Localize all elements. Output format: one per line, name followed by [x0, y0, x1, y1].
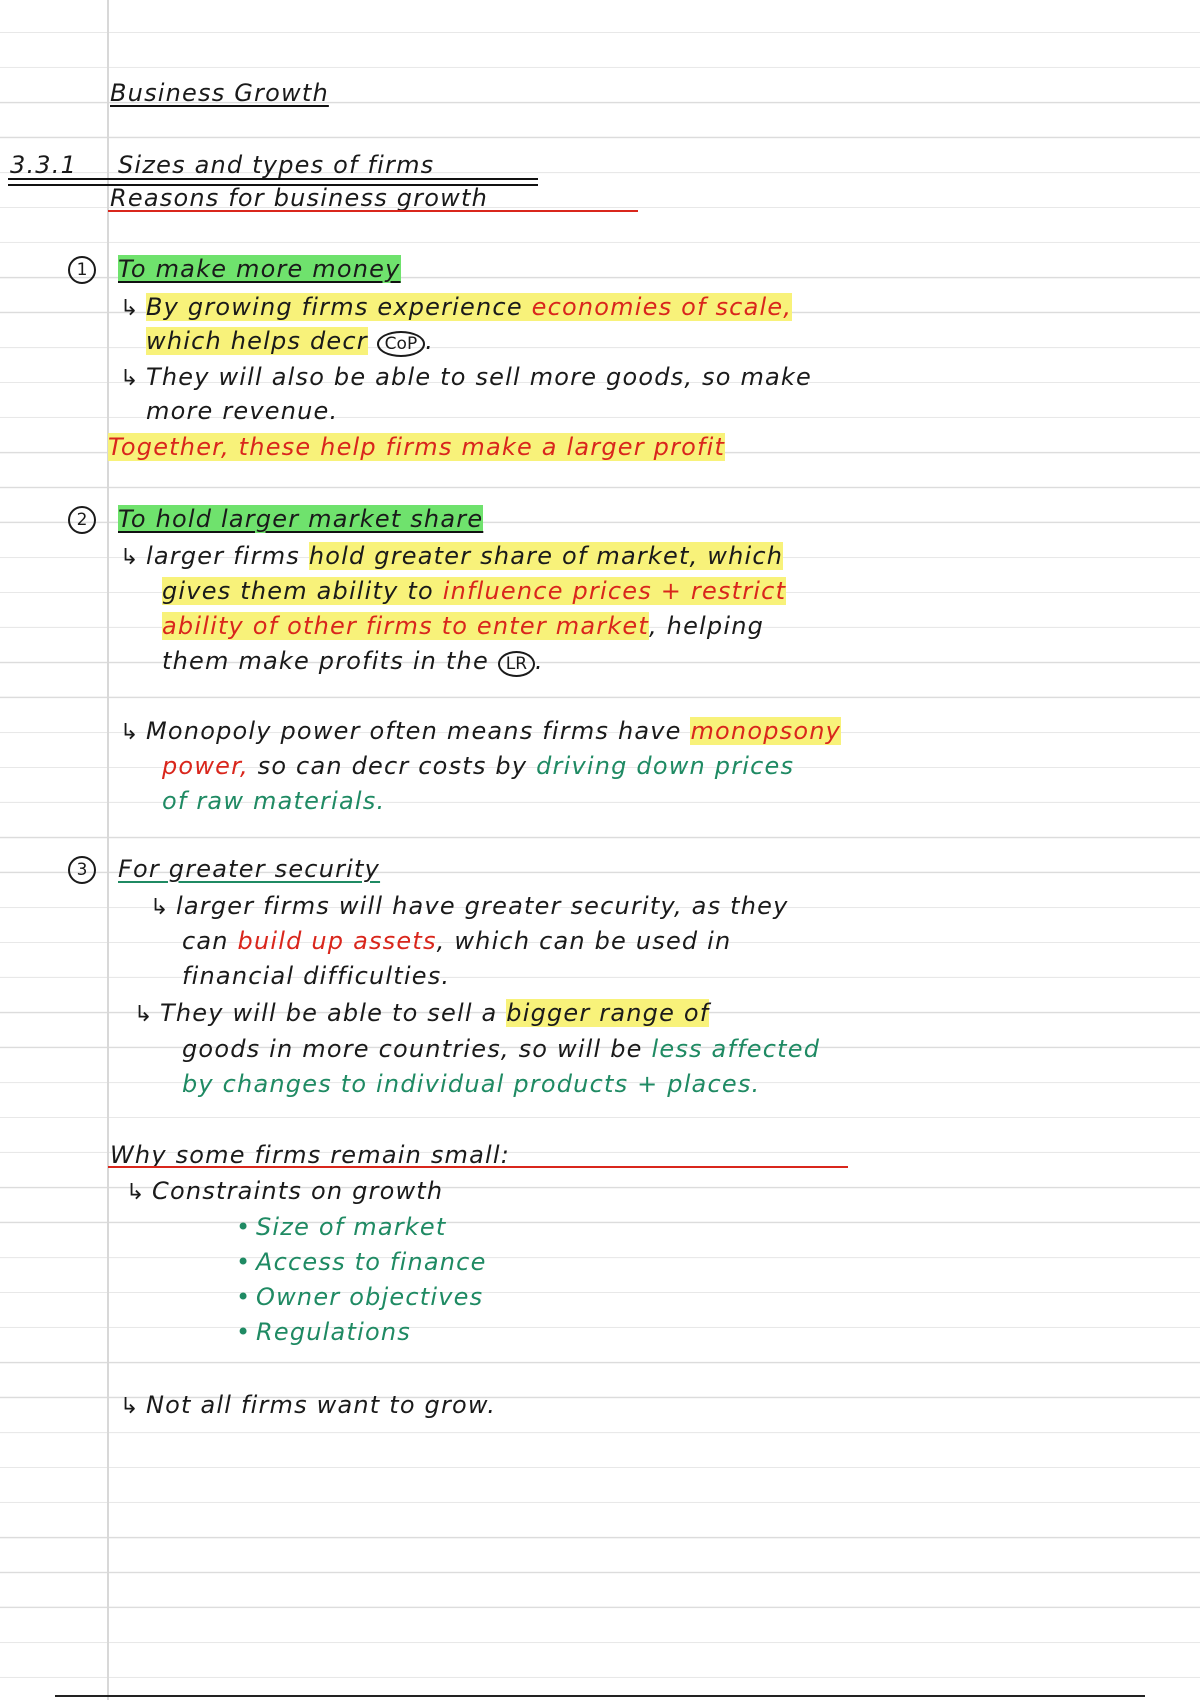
reason-1-line-4: more revenue. [146, 397, 339, 425]
reason-2-line-4-b: . [535, 647, 544, 675]
reason-3-line-4-a: They will be able to sell a [160, 999, 507, 1027]
reason-1-line-2-b: . [425, 327, 435, 355]
reason-1-line-3-text: They will also be able to sell more goods, so make [146, 363, 812, 391]
section-heading: Sizes and types of firms [118, 151, 435, 179]
constraints-text: Constraints on growth [152, 1177, 444, 1205]
arrow-icon: ↳ [134, 1002, 154, 1027]
reason-2-line-5-a: Monopoly power often means firms have [146, 717, 691, 745]
reason-3-heading [118, 854, 380, 884]
arrow-icon: ↳ [120, 720, 140, 745]
reason-2-line-3-a: ability of other firms to enter market [162, 612, 650, 640]
reason-2-line-4 [162, 646, 544, 677]
subheading-red-underline [108, 210, 638, 212]
reason-3-heading-text: For greater security [118, 855, 381, 883]
arrow-icon: ↳ [120, 545, 140, 570]
reason-2-heading [118, 504, 483, 534]
reason-3-line-2 [182, 926, 731, 956]
reason-3-line-5 [182, 1034, 820, 1064]
arrow-icon: ↳ [120, 1394, 140, 1419]
reason-2-line-4-a: them make profits in the [162, 647, 498, 675]
small-firms-red-underline [108, 1166, 848, 1168]
reason-3-line-2-c: , which can be used in [436, 927, 732, 955]
reason-2-line-6-a: power, [162, 752, 258, 780]
bullet-icon: • [236, 1213, 252, 1241]
reason-1-conclusion-text: Together, these help firms make a larger profit [108, 433, 726, 461]
reason-2-heading-text: To hold larger market share [118, 505, 484, 533]
small-firms-heading: Why some firms remain small: [110, 1141, 511, 1169]
reason-1-number: 1 [68, 256, 96, 284]
reason-2-line-1-b: hold greater share of market [308, 542, 690, 570]
reason-2-circled-abbrev: LR [498, 651, 535, 677]
reason-2-line-1-a: larger firms [146, 542, 309, 570]
constraint-item [236, 1247, 487, 1277]
reason-3-line-5-b: less affected [651, 1035, 821, 1063]
bullet-icon: • [236, 1318, 252, 1346]
reason-3-line-2-b: build up assets [237, 927, 437, 955]
arrow-icon: ↳ [120, 296, 140, 321]
reason-2-line-2-a: gives them ability to [162, 577, 443, 605]
not-all-firms-line [120, 1390, 496, 1422]
reason-1-conclusion [108, 432, 725, 462]
reason-2-line-5 [120, 716, 841, 748]
reason-3-line-1 [150, 891, 789, 923]
section-underline [8, 178, 538, 180]
reason-2-line-1 [120, 541, 783, 573]
reason-1-line-1-a: By growing firms experience [146, 293, 532, 321]
reason-3-line-2-a: can [182, 927, 238, 955]
reason-2-line-6-b: so can decr costs by [257, 752, 537, 780]
reason-1-line-2-a: which helps decr [146, 327, 368, 355]
reason-3-line-6: by changes to individual products + places. [182, 1070, 761, 1098]
reason-2-line-3-b: , helping [649, 612, 765, 640]
constraint-item [236, 1212, 446, 1242]
bottom-rule [55, 1695, 1145, 1697]
reason-2-line-3 [162, 611, 764, 641]
reason-2-line-5-b: monopsony [690, 717, 842, 745]
bullet-icon: • [236, 1248, 252, 1276]
page-title: Business Growth [110, 79, 329, 107]
section-subheading: Reasons for business growth [110, 184, 488, 212]
constraint-item [236, 1317, 411, 1347]
reason-2-line-7: of raw materials. [162, 787, 386, 815]
constraint-item [236, 1282, 483, 1312]
reason-2-line-2 [162, 576, 786, 606]
reason-1-line-1-b: economies of scale, [531, 293, 793, 321]
constraint-item-text: Owner objectives [256, 1283, 484, 1311]
bullet-icon: • [236, 1283, 252, 1311]
reason-1-line-2 [146, 326, 434, 357]
reason-1-circled-abbrev: CoP [377, 331, 426, 357]
constraint-item-text: Regulations [256, 1318, 411, 1346]
reason-1-line-3 [120, 362, 812, 394]
margin-line [107, 0, 109, 1700]
reason-2-line-6 [162, 751, 794, 781]
reason-3-line-4-b: bigger range of [506, 999, 710, 1027]
reason-2-line-1-c: , which [689, 542, 784, 570]
arrow-icon: ↳ [120, 366, 140, 391]
constraint-item-text: Access to finance [256, 1248, 487, 1276]
arrow-icon: ↳ [126, 1180, 146, 1205]
section-number: 3.3.1 [10, 151, 78, 179]
reason-2-line-2-b: influence prices + restrict [442, 577, 787, 605]
reason-1-line-1 [120, 292, 792, 324]
arrow-icon: ↳ [150, 895, 170, 920]
reason-3-line-5-a: goods in more countries, so will be [182, 1035, 652, 1063]
reason-3-line-3: financial difficulties. [182, 962, 451, 990]
constraint-item-text: Size of market [256, 1213, 447, 1241]
reason-1-heading-text: To make more money [118, 255, 401, 283]
reason-3-line-4 [134, 998, 709, 1030]
reason-3-line-1-text: larger firms will have greater security, as they [176, 892, 789, 920]
reason-2-line-6-c: driving down prices [536, 752, 795, 780]
reason-2-number: 2 [68, 506, 96, 534]
constraints-line [126, 1176, 443, 1208]
reason-3-number: 3 [68, 856, 96, 884]
not-all-firms-text: Not all firms want to grow. [146, 1391, 497, 1419]
reason-1-heading [118, 254, 401, 284]
